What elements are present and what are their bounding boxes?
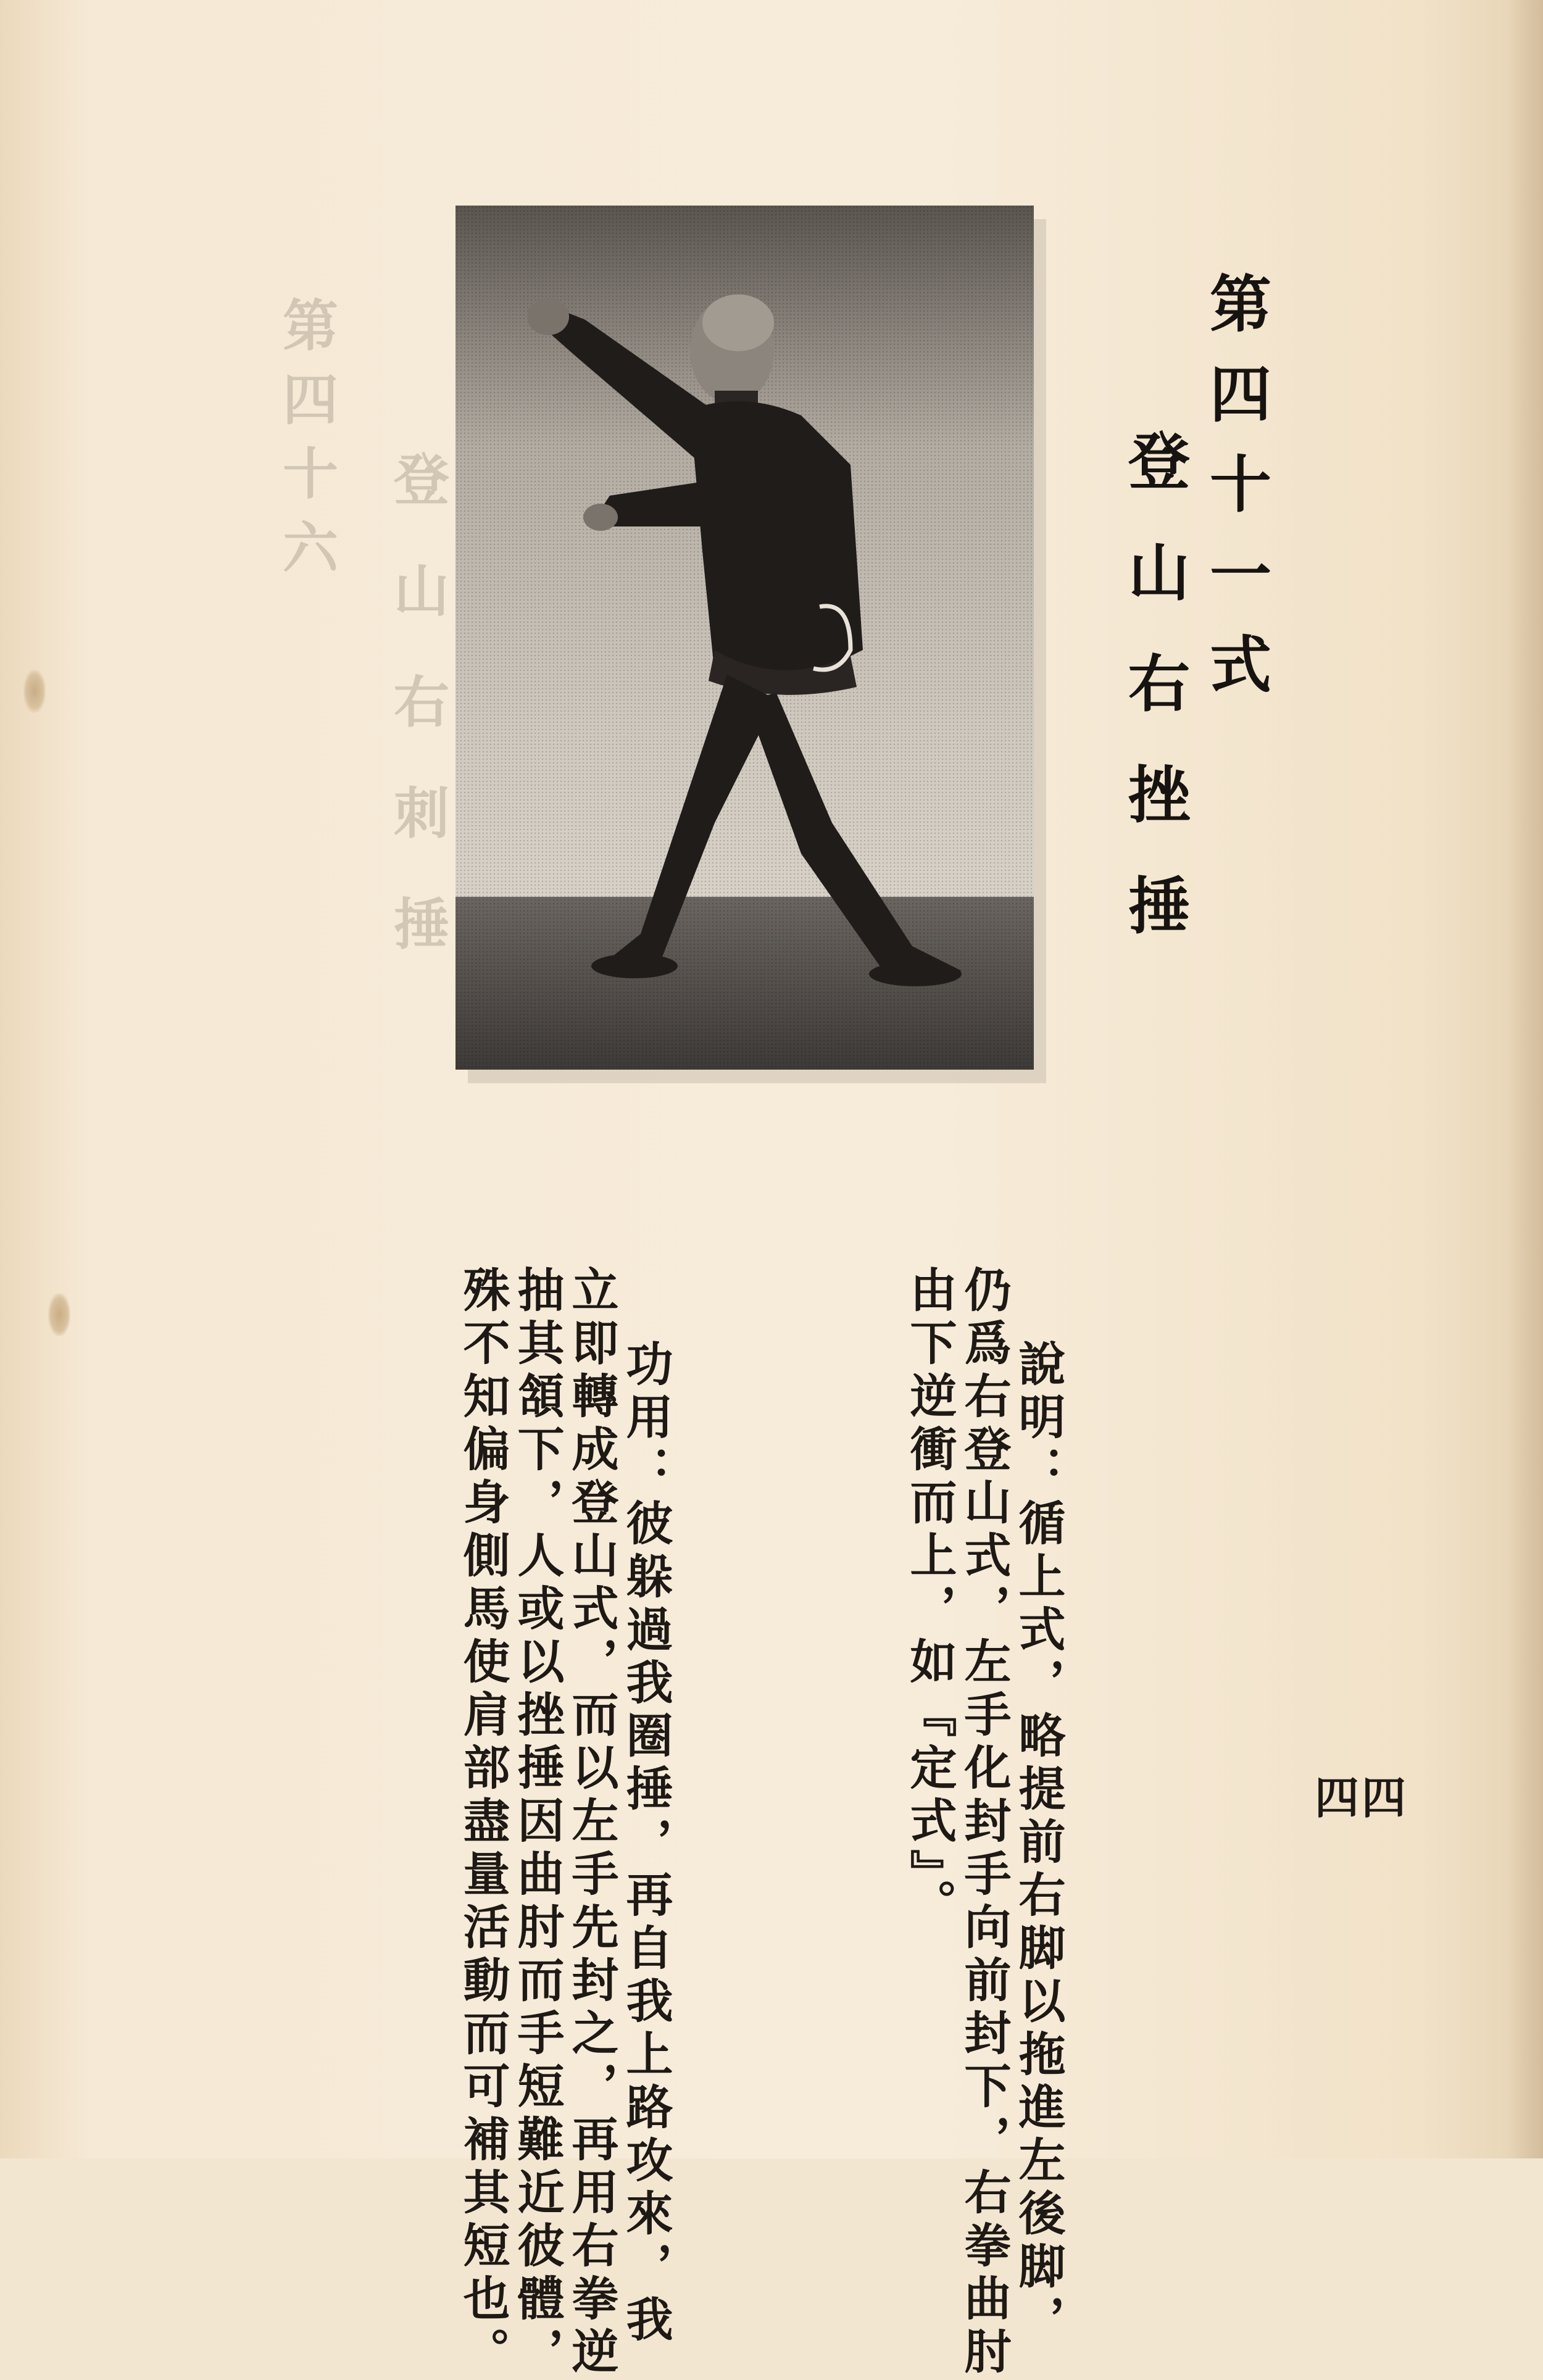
function-line-2: 立即轉成登山式，而以左手先封之，再用右拳逆 [564, 1265, 619, 2380]
binding-hole-top [23, 670, 46, 713]
page-subtitle: 登山右挫捶 [1118, 429, 1191, 984]
explanation-line-2: 仍爲右登山式，左手化封手向前封下，右拳曲肘 [957, 1265, 1012, 2380]
explanation-line-3: 由下逆衝而上，如『定式』。 [902, 1265, 957, 1932]
page-title: 第四十一式 [1199, 272, 1272, 722]
function-line-4: 殊不知偏身側馬使肩部盡量活動而可補其短也。 [455, 1265, 510, 2380]
martial-arts-stance-photo-icon [455, 206, 1034, 1070]
page-number: 四四 [1315, 1771, 1409, 1824]
function-line-1: 功用：彼躲過我圈捶，再自我上路攻來，我 [618, 1339, 673, 2348]
page-edge-shadow [1506, 0, 1543, 2158]
binding-hole-bottom [48, 1293, 70, 1336]
stance-photo [455, 206, 1034, 1070]
function-line-3: 抽其頷下，人或以挫捶因曲肘而手短難近彼體， [510, 1265, 565, 2380]
show-through-title: 第四十六 [273, 296, 338, 593]
show-through-subtitle: 登山右刺捶 [384, 451, 449, 1006]
explanation-line-1: 說明：循上式，略提前右脚以拖進左後脚， [1011, 1339, 1066, 2348]
